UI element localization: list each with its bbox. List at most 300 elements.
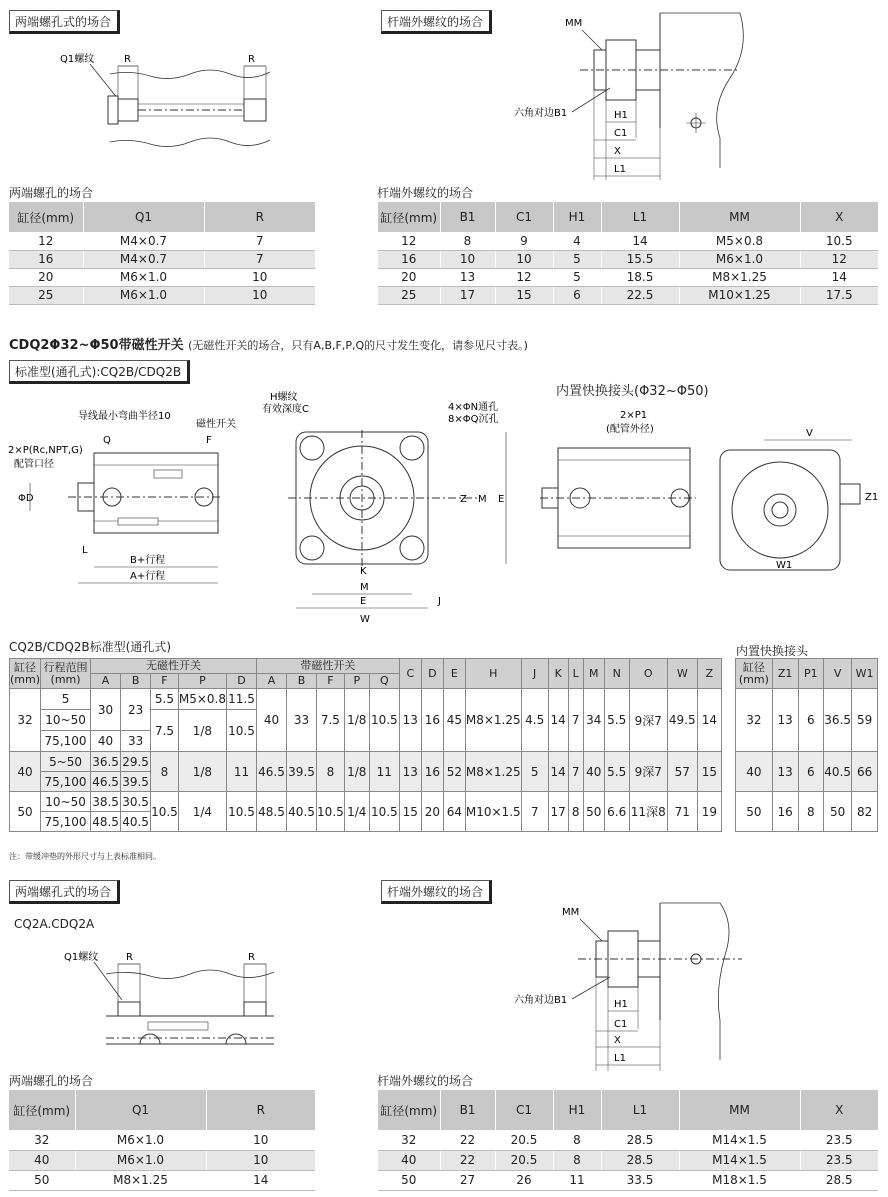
cell: 32: [10, 689, 41, 752]
header-q1: Q1: [75, 1090, 206, 1130]
cell: 10.5: [369, 792, 399, 832]
cell: 1/4: [344, 792, 369, 832]
table-main-dimensions: [9, 658, 722, 832]
label-q1-thread: Q1螺纹: [64, 952, 99, 963]
cell: 13: [399, 752, 421, 792]
label-p1-sub: (配管外径): [606, 424, 654, 435]
cell: 20: [421, 792, 443, 832]
diagram-quick-connect: [540, 400, 880, 580]
header-m-p: P: [344, 674, 369, 689]
label-port-size: 配管口径: [14, 459, 54, 470]
header-m-b: B: [287, 674, 317, 689]
label-j: J: [438, 596, 441, 607]
header-bore: 缸径(mm): [9, 202, 83, 232]
label-m-vert: M: [478, 494, 487, 505]
cell: 7: [568, 689, 583, 752]
cell: 10.5: [227, 792, 257, 832]
cell: 40: [583, 752, 604, 792]
cell: 10.5: [227, 710, 257, 752]
cell: 50: [583, 792, 604, 832]
cell: 10: [495, 250, 553, 268]
header-h: H: [465, 659, 521, 689]
table-row: [10, 689, 722, 710]
table-row: [736, 792, 878, 832]
cell: 5: [553, 268, 601, 286]
header-o: O: [629, 659, 667, 689]
label-b1: 六角对边B1: [514, 108, 568, 119]
cell: 10~50: [41, 792, 91, 812]
cell: 7.5: [151, 710, 179, 752]
table-row: [9, 1170, 315, 1190]
cell: 16: [772, 792, 798, 832]
cell: 16: [421, 752, 443, 792]
label-d: ΦD: [18, 493, 34, 504]
cell: 64: [443, 792, 465, 832]
cell: 14: [601, 232, 679, 250]
cell: 1/8: [178, 710, 226, 752]
table-row: [378, 1150, 878, 1170]
header-l1: L1: [601, 1090, 679, 1130]
label-r-left: R: [124, 54, 131, 65]
cell: 15: [495, 286, 553, 304]
table-row: [378, 286, 878, 304]
cell: M6×1.0: [83, 268, 204, 286]
cell: 4.5: [521, 689, 548, 752]
header-w1: W1: [852, 659, 878, 689]
cell: 8: [317, 752, 345, 792]
header-w: W: [667, 659, 697, 689]
cell: 8: [151, 752, 179, 792]
cell: 46.5: [257, 752, 287, 792]
label-r-right: R: [248, 54, 255, 65]
cell: 30.5: [121, 792, 151, 812]
cell: 12: [378, 232, 440, 250]
cell: 16: [9, 250, 83, 268]
cell: 75,100: [41, 731, 91, 752]
cell: 5.5: [604, 752, 629, 792]
cell: 7.5: [317, 689, 345, 752]
cell: 20: [378, 268, 440, 286]
label-n-hole: 4×ΦN通孔: [448, 402, 499, 413]
cell: 48.5: [91, 812, 121, 832]
cell: 10: [204, 286, 315, 304]
table-row: [10, 792, 722, 812]
label-x: X: [614, 1035, 621, 1046]
cell: 52: [443, 752, 465, 792]
footnote: 注：带缓冲垫的外形尺寸与上表标准相同。: [9, 852, 161, 861]
cell: 11深8: [629, 792, 667, 832]
table-row: [736, 689, 878, 752]
header-k: K: [548, 659, 568, 689]
cell: M10×1.25: [679, 286, 800, 304]
cell: 40: [10, 752, 41, 792]
cell: 17: [440, 286, 495, 304]
label-switch: 磁性开关: [196, 419, 236, 430]
label-k: K: [360, 566, 367, 577]
cell: 34: [583, 689, 604, 752]
cell: 11: [369, 752, 399, 792]
cell: 39.5: [287, 752, 317, 792]
header-z1: Z1: [772, 659, 798, 689]
header-nm-a: A: [91, 674, 121, 689]
caption-quick-table: 内置快换接头: [736, 644, 809, 658]
cell: 33: [121, 731, 151, 752]
header-bore: 缸径(mm): [10, 659, 41, 689]
cell: 13: [772, 689, 798, 752]
header-c1: C1: [495, 1090, 553, 1130]
cell: 66: [852, 752, 878, 792]
cell: 9深7: [629, 689, 667, 752]
cell: 25: [378, 286, 440, 304]
header-bore: 缸径(mm): [9, 1090, 75, 1130]
cell: 17: [548, 792, 568, 832]
section-title-main: CDQ2Φ32~Φ50带磁性开关: [9, 338, 184, 353]
cell: 59: [852, 689, 878, 752]
cell: 12: [9, 232, 83, 250]
header-q1: Q1: [83, 202, 204, 232]
cell: 28.5: [601, 1150, 679, 1170]
table-rod-male-thread-small: [378, 202, 878, 305]
cell: 5: [41, 689, 91, 710]
cell: 48.5: [257, 792, 287, 832]
cell: 11: [553, 1170, 601, 1190]
cell: 10: [206, 1130, 315, 1150]
header-bore: 缸径(mm): [378, 202, 440, 232]
section-subtitle: (无磁性开关的场合，只有A,B,F,P,Q的尺寸发生变化，请参见尺寸表。): [188, 339, 528, 352]
cell: 14: [548, 689, 568, 752]
cell: 32: [9, 1130, 75, 1150]
caption-rod-male-thread-bottom: 杆端外螺纹的场合: [377, 1074, 474, 1088]
table-row: [9, 232, 315, 250]
table-row: [9, 286, 315, 304]
section-tag-rod-male-thread-bottom: 杆端外螺纹的场合: [381, 880, 492, 904]
label-z1: Z1: [865, 492, 879, 503]
label-q: Q: [103, 435, 111, 446]
cell: 14: [548, 752, 568, 792]
cell: 1/8: [178, 752, 226, 792]
table-row: [10, 752, 722, 772]
cell: 40: [736, 752, 773, 792]
header-j: J: [521, 659, 548, 689]
cell: 22: [440, 1150, 495, 1170]
cell: 5~50: [41, 752, 91, 772]
cell: 23: [121, 689, 151, 731]
cell: 36.5: [91, 752, 121, 772]
cell: 6: [553, 286, 601, 304]
cell: 4: [553, 232, 601, 250]
cell: 10: [440, 250, 495, 268]
caption-tapped-ends-bottom: 两端螺孔的场合: [9, 1074, 94, 1088]
label-m-horiz: M: [360, 582, 369, 593]
cell: 5.5: [604, 689, 629, 752]
header-bore: 缸径(mm): [378, 1090, 440, 1130]
header-d: D: [421, 659, 443, 689]
cell: 36.5: [824, 689, 852, 752]
header-z: Z: [697, 659, 721, 689]
cell: 17.5: [800, 286, 878, 304]
label-e-vert: E: [498, 494, 505, 505]
cell: 12: [800, 250, 878, 268]
cell: 11: [227, 752, 257, 792]
cell: 82: [852, 792, 878, 832]
cell: 16: [378, 250, 440, 268]
header-l: L: [568, 659, 583, 689]
header-b1: B1: [440, 1090, 495, 1130]
section-tag-standard: 标准型(通孔式):CQ2B/CDQ2B: [9, 360, 190, 384]
header-bore: 缸径(mm): [736, 659, 773, 689]
header-mm: MM: [679, 202, 800, 232]
cell: 13: [399, 689, 421, 752]
cell: M14×1.5: [679, 1150, 800, 1170]
cell: 8: [553, 1130, 601, 1150]
label-r-left: R: [126, 952, 133, 963]
cell: 14: [206, 1170, 315, 1190]
cell: 50: [9, 1170, 75, 1190]
cell: 29.5: [121, 752, 151, 772]
table-tapped-ends-large: [9, 1090, 315, 1191]
cell: M8×1.25: [465, 752, 521, 792]
header-m-a: A: [257, 674, 287, 689]
caption-main-table: CQ2B/CDQ2B标准型(通孔式): [9, 640, 172, 654]
label-bend-radius: 导线最小弯曲半径10: [78, 411, 171, 422]
cell: M8×1.25: [465, 689, 521, 752]
label-c1: C1: [614, 1019, 628, 1030]
quick-connect-title: 内置快换接头(Φ32~Φ50): [556, 384, 709, 399]
cell: 6: [798, 752, 824, 792]
cell: 13: [440, 268, 495, 286]
label-w1: W1: [776, 560, 793, 571]
cell: 10.5: [800, 232, 878, 250]
caption-tapped-ends: 两端螺孔的场合: [9, 186, 94, 200]
cell: 19: [697, 792, 721, 832]
label-w: W: [360, 614, 370, 625]
cell: M8×1.25: [75, 1170, 206, 1190]
label-h1: H1: [614, 999, 628, 1010]
table-row: [9, 250, 315, 268]
table-row: [378, 250, 878, 268]
cell: 28.5: [800, 1170, 878, 1190]
header-c1: C1: [495, 202, 553, 232]
cell: 32: [736, 689, 773, 752]
cell: M4×0.7: [83, 250, 204, 268]
cell: 32: [378, 1130, 440, 1150]
diagram-rod-male-thread-bottom: [510, 895, 750, 1075]
cell: 7: [568, 752, 583, 792]
label-h-depth: 有效深度C: [262, 404, 309, 415]
caption-rod-male-thread: 杆端外螺纹的场合: [377, 186, 474, 200]
header-stroke: 行程范围(mm): [41, 659, 91, 689]
cell: 18.5: [601, 268, 679, 286]
section-tag-threaded-both-ends-bottom: 两端螺孔式的场合: [9, 880, 120, 904]
cell: 23.5: [800, 1130, 878, 1150]
label-b1: 六角对边B1: [514, 995, 568, 1006]
label-mm: MM: [562, 907, 580, 918]
cell: 40: [9, 1150, 75, 1170]
label-p1: 2×P1: [620, 410, 648, 421]
cell: 6: [798, 689, 824, 752]
cell: 10~50: [41, 710, 91, 731]
cell: 7: [204, 250, 315, 268]
section-title: [9, 334, 528, 353]
cell: 25: [9, 286, 83, 304]
header-nm-d: D: [227, 674, 257, 689]
cell: 50: [10, 792, 41, 832]
cell: 75,100: [41, 812, 91, 832]
table-row: [378, 268, 878, 286]
label-h1: H1: [614, 110, 628, 121]
cell: 9: [495, 232, 553, 250]
cell: 40.5: [824, 752, 852, 792]
cell: 15.5: [601, 250, 679, 268]
label-mm: MM: [565, 18, 583, 29]
cell: 40.5: [287, 792, 317, 832]
cell: 38.5: [91, 792, 121, 812]
label-x: X: [614, 146, 621, 157]
cell: 5: [553, 250, 601, 268]
header-x: X: [800, 202, 878, 232]
cell: M8×1.25: [679, 268, 800, 286]
label-z: Z: [460, 494, 467, 505]
cell: 13: [772, 752, 798, 792]
cell: 10: [204, 268, 315, 286]
header-l1: L1: [601, 202, 679, 232]
cell: 39.5: [121, 772, 151, 792]
table-row: [9, 1150, 315, 1170]
header-mm: MM: [679, 1090, 800, 1130]
cell: 20.5: [495, 1150, 553, 1170]
cell: 10.5: [317, 792, 345, 832]
label-a-stroke: A+行程: [130, 571, 166, 582]
cell: 1/4: [178, 792, 226, 832]
table-rod-male-thread-large: [378, 1090, 878, 1191]
table-row: [9, 1130, 315, 1150]
cell: 5: [521, 752, 548, 792]
cell: M14×1.5: [679, 1130, 800, 1150]
header-h1: H1: [553, 1090, 601, 1130]
table-row: [378, 232, 878, 250]
label-l: L: [82, 545, 88, 556]
cell: 15: [697, 752, 721, 792]
model-label: CQ2A.CDQ2A: [14, 917, 95, 931]
label-e-horiz: E: [360, 596, 367, 607]
label-l1: L1: [614, 1053, 626, 1064]
cell: 5.5: [151, 689, 179, 710]
header-magnet: 带磁性开关: [257, 659, 400, 674]
cell: 20.5: [495, 1130, 553, 1150]
cell: 30: [91, 689, 121, 731]
cell: 14: [800, 268, 878, 286]
cell: 14: [697, 689, 721, 752]
cell: 33.5: [601, 1170, 679, 1190]
cell: M6×1.0: [83, 286, 204, 304]
header-x: X: [800, 1090, 878, 1130]
cell: 20: [9, 268, 83, 286]
cell: 7: [204, 232, 315, 250]
cell: 49.5: [667, 689, 697, 752]
diagram-front-view: [248, 390, 530, 625]
header-v: V: [824, 659, 852, 689]
header-h1: H1: [553, 202, 601, 232]
section-tag-threaded-both-ends: 两端螺孔式的场合: [9, 10, 120, 34]
section-tag-rod-male-thread: 杆端外螺纹的场合: [381, 10, 492, 34]
cell: 26: [495, 1170, 553, 1190]
cell: 9深7: [629, 752, 667, 792]
cell: 15: [399, 792, 421, 832]
cell: 40.5: [121, 812, 151, 832]
cell: 6.6: [604, 792, 629, 832]
header-nm-p: P: [178, 674, 226, 689]
cell: 50: [378, 1170, 440, 1190]
cell: 8: [798, 792, 824, 832]
diagram-rod-male-thread: [510, 8, 750, 183]
label-q-hole: 8×ΦQ沉孔: [448, 414, 499, 425]
header-nm-f: F: [151, 674, 179, 689]
table-row: [378, 1130, 878, 1150]
label-r-right: R: [248, 952, 255, 963]
cell: 1/8: [344, 689, 369, 752]
header-nm-b: B: [121, 674, 151, 689]
cell: 22: [440, 1130, 495, 1150]
header-r: R: [204, 202, 315, 232]
label-q1-thread: Q1螺纹: [60, 54, 95, 65]
label-v: V: [806, 428, 813, 439]
cell: 28.5: [601, 1130, 679, 1150]
cell: 10: [206, 1150, 315, 1170]
cell: 40: [378, 1150, 440, 1170]
cell: M6×1.0: [75, 1150, 206, 1170]
header-c: C: [399, 659, 421, 689]
cell: 27: [440, 1170, 495, 1190]
cell: 7: [521, 792, 548, 832]
header-r: R: [206, 1090, 315, 1130]
cell: 71: [667, 792, 697, 832]
cell: M18×1.5: [679, 1170, 800, 1190]
cell: 75,100: [41, 772, 91, 792]
label-f: F: [206, 435, 212, 446]
table-row: [378, 1170, 878, 1190]
label-h-thread: H螺纹: [270, 392, 298, 403]
cell: 23.5: [800, 1150, 878, 1170]
diagram-tapped-ends: [40, 44, 330, 154]
diagram-tapped-ends-bottom: [40, 944, 330, 1064]
cell: M4×0.7: [83, 232, 204, 250]
cell: M6×1.0: [679, 250, 800, 268]
header-m: M: [583, 659, 604, 689]
header-no-magnet: 无磁性开关: [91, 659, 257, 674]
label-c1: C1: [614, 128, 628, 139]
table-row: [736, 752, 878, 792]
cell: 50: [824, 792, 852, 832]
cell: 8: [440, 232, 495, 250]
header-e: E: [443, 659, 465, 689]
cell: M10×1.5: [465, 792, 521, 832]
header-p1: P1: [798, 659, 824, 689]
label-port: 2×P(Rc,NPT,G): [8, 445, 83, 456]
cell: 45: [443, 689, 465, 752]
header-n: N: [604, 659, 629, 689]
label-l1: L1: [614, 164, 626, 175]
table-row: [9, 268, 315, 286]
cell: 57: [667, 752, 697, 792]
table-tapped-ends-small: [9, 202, 315, 305]
cell: 50: [736, 792, 773, 832]
cell: M5×0.8: [679, 232, 800, 250]
cell: 8: [568, 792, 583, 832]
cell: 10.5: [151, 792, 179, 832]
cell: 11.5: [227, 689, 257, 710]
diagram-side-view: [8, 405, 236, 590]
cell: 16: [421, 689, 443, 752]
